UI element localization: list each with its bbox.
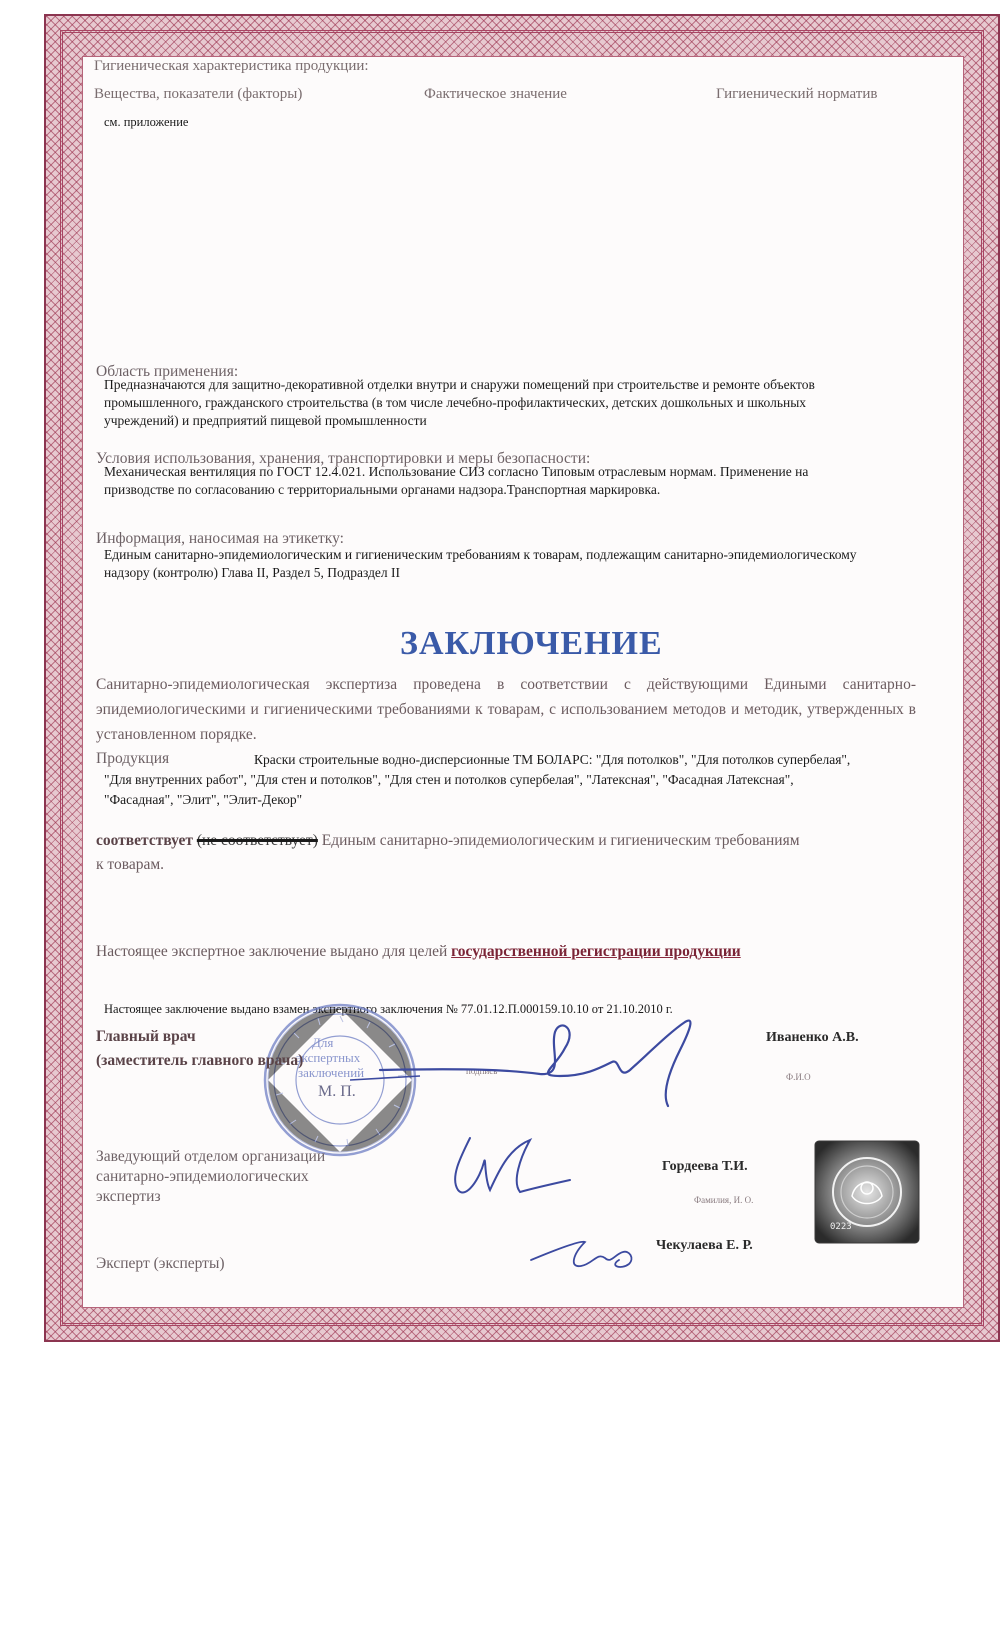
hygiene-col-substances: Вещества, показатели (факторы)	[94, 86, 303, 102]
conclusion-intro: Санитарно-эпидемиологическая экспертиза проведена в соответствии с действующими Едиными санитарно-эпидемиологическими и гигиеническими требованиями к товарам, с использованием методов и методик, утвержденных в установленном порядке.	[96, 676, 916, 743]
product-line: "Фасадная", "Элит", "Элит-Декор"	[104, 792, 303, 807]
hygiene-heading: Гигиеническая характеристика продукции:	[94, 58, 369, 74]
complies-rest: Единым санитарно-эпидемиологическим и гигиеническим требованиям	[321, 832, 800, 849]
head-dept-name: Гордеева Т.И.	[662, 1159, 748, 1174]
conditions-line: призводстве по согласованию с территориальными органами надзора.Транспортная маркировка.	[104, 482, 661, 497]
chief-doctor-title: Главный врач	[96, 1028, 196, 1045]
purpose-statement	[96, 943, 741, 961]
label-info-line: Единым санитарно-эпидемиологическим и гигиеническим требованиям к товарам, подлежащим санитарно-эпидемиологическому	[104, 547, 857, 562]
scope-line: Предназначаются для защитно-декоративной отделки внутри и снаружи помещений при строительстве и ремонте объектов	[104, 377, 815, 392]
stamp-text-3: заключений	[298, 1065, 365, 1080]
stamp-text-2: экспертных	[296, 1050, 361, 1065]
expert-name: Чекулаева Е. Р.	[656, 1238, 753, 1253]
expert-label: Эксперт (эксперты)	[96, 1255, 225, 1272]
head-dept-line-3: экспертиз	[96, 1188, 161, 1205]
chief-doctor-name: Иваненко А.В.	[766, 1030, 859, 1045]
scope-line: промышленного, гражданского строительства (в том числе лечебно-профилактических, детских дошкольных и школьных	[104, 395, 807, 410]
purpose-text: Настоящее экспертное заключение выдано для целей	[96, 943, 448, 960]
scope-line: учреждений) и предприятий пищевой промышленности	[104, 413, 427, 428]
compliance-statement	[96, 832, 800, 850]
conditions-heading: Условия использования, хранения, транспортировки и меры безопасности:	[96, 450, 591, 467]
hygiene-note: см. приложение	[104, 115, 189, 129]
hologram-number: 0223	[830, 1222, 852, 1232]
not-complies-struck: (не соответствует)	[196, 832, 318, 849]
surname-label: Фамилия, И. О.	[694, 1195, 754, 1205]
chief-doctor-deputy: (заместитель главного врача)	[96, 1052, 304, 1069]
label-info-line: надзору (контролю) Глава II, Раздел 5, Подраздел II	[104, 565, 401, 580]
chief-signature	[350, 1010, 750, 1120]
replacement-note: Настоящее заключение выдано взамен экспертного заключения № 77.01.12.П.000159.10.10 от 21.10.2010 г.	[104, 1002, 673, 1016]
signature-label: подпись	[466, 1066, 498, 1076]
head-dept-line-1: Заведующий отделом организации	[96, 1148, 326, 1165]
label-info-heading: Информация, наносимая на этикетку:	[96, 530, 344, 547]
conclusion-title: ЗАКЛЮЧЕНИЕ	[400, 625, 663, 662]
purpose-emphasis: государственной регистрации продукции	[451, 943, 741, 960]
conditions-line: Механическая вентиляция по ГОСТ 12.4.021. Использование СИЗ согласно Типовым отраслевым нормам. Применение на	[104, 464, 809, 479]
expert-signature	[525, 1230, 655, 1280]
product-line: "Для внутренних работ", "Для стен и потолков", "Для стен и потолков супербелая", "Латексная", "Фасадная Латексная",	[104, 772, 794, 787]
complies-rest-2: к товарам.	[96, 856, 165, 873]
hygiene-col-norm: Гигиенический норматив	[716, 86, 878, 102]
hygiene-col-actual: Фактическое значение	[424, 86, 567, 102]
fio-label: Ф.И.О	[786, 1072, 811, 1082]
stamp-mp: М. П.	[318, 1083, 356, 1100]
head-signature	[440, 1128, 580, 1208]
scope-heading: Область применения:	[96, 363, 239, 380]
product-line: Краски строительные водно-дисперсионные ТМ БОЛАРС: "Для потолков", "Для потолков супербелая",	[254, 752, 851, 767]
head-dept-line-2: санитарно-эпидемиологических	[96, 1168, 309, 1185]
stamp-text-1: Для	[312, 1035, 334, 1050]
product-label: Продукция	[96, 750, 170, 767]
complies-word: соответствует	[96, 832, 193, 849]
